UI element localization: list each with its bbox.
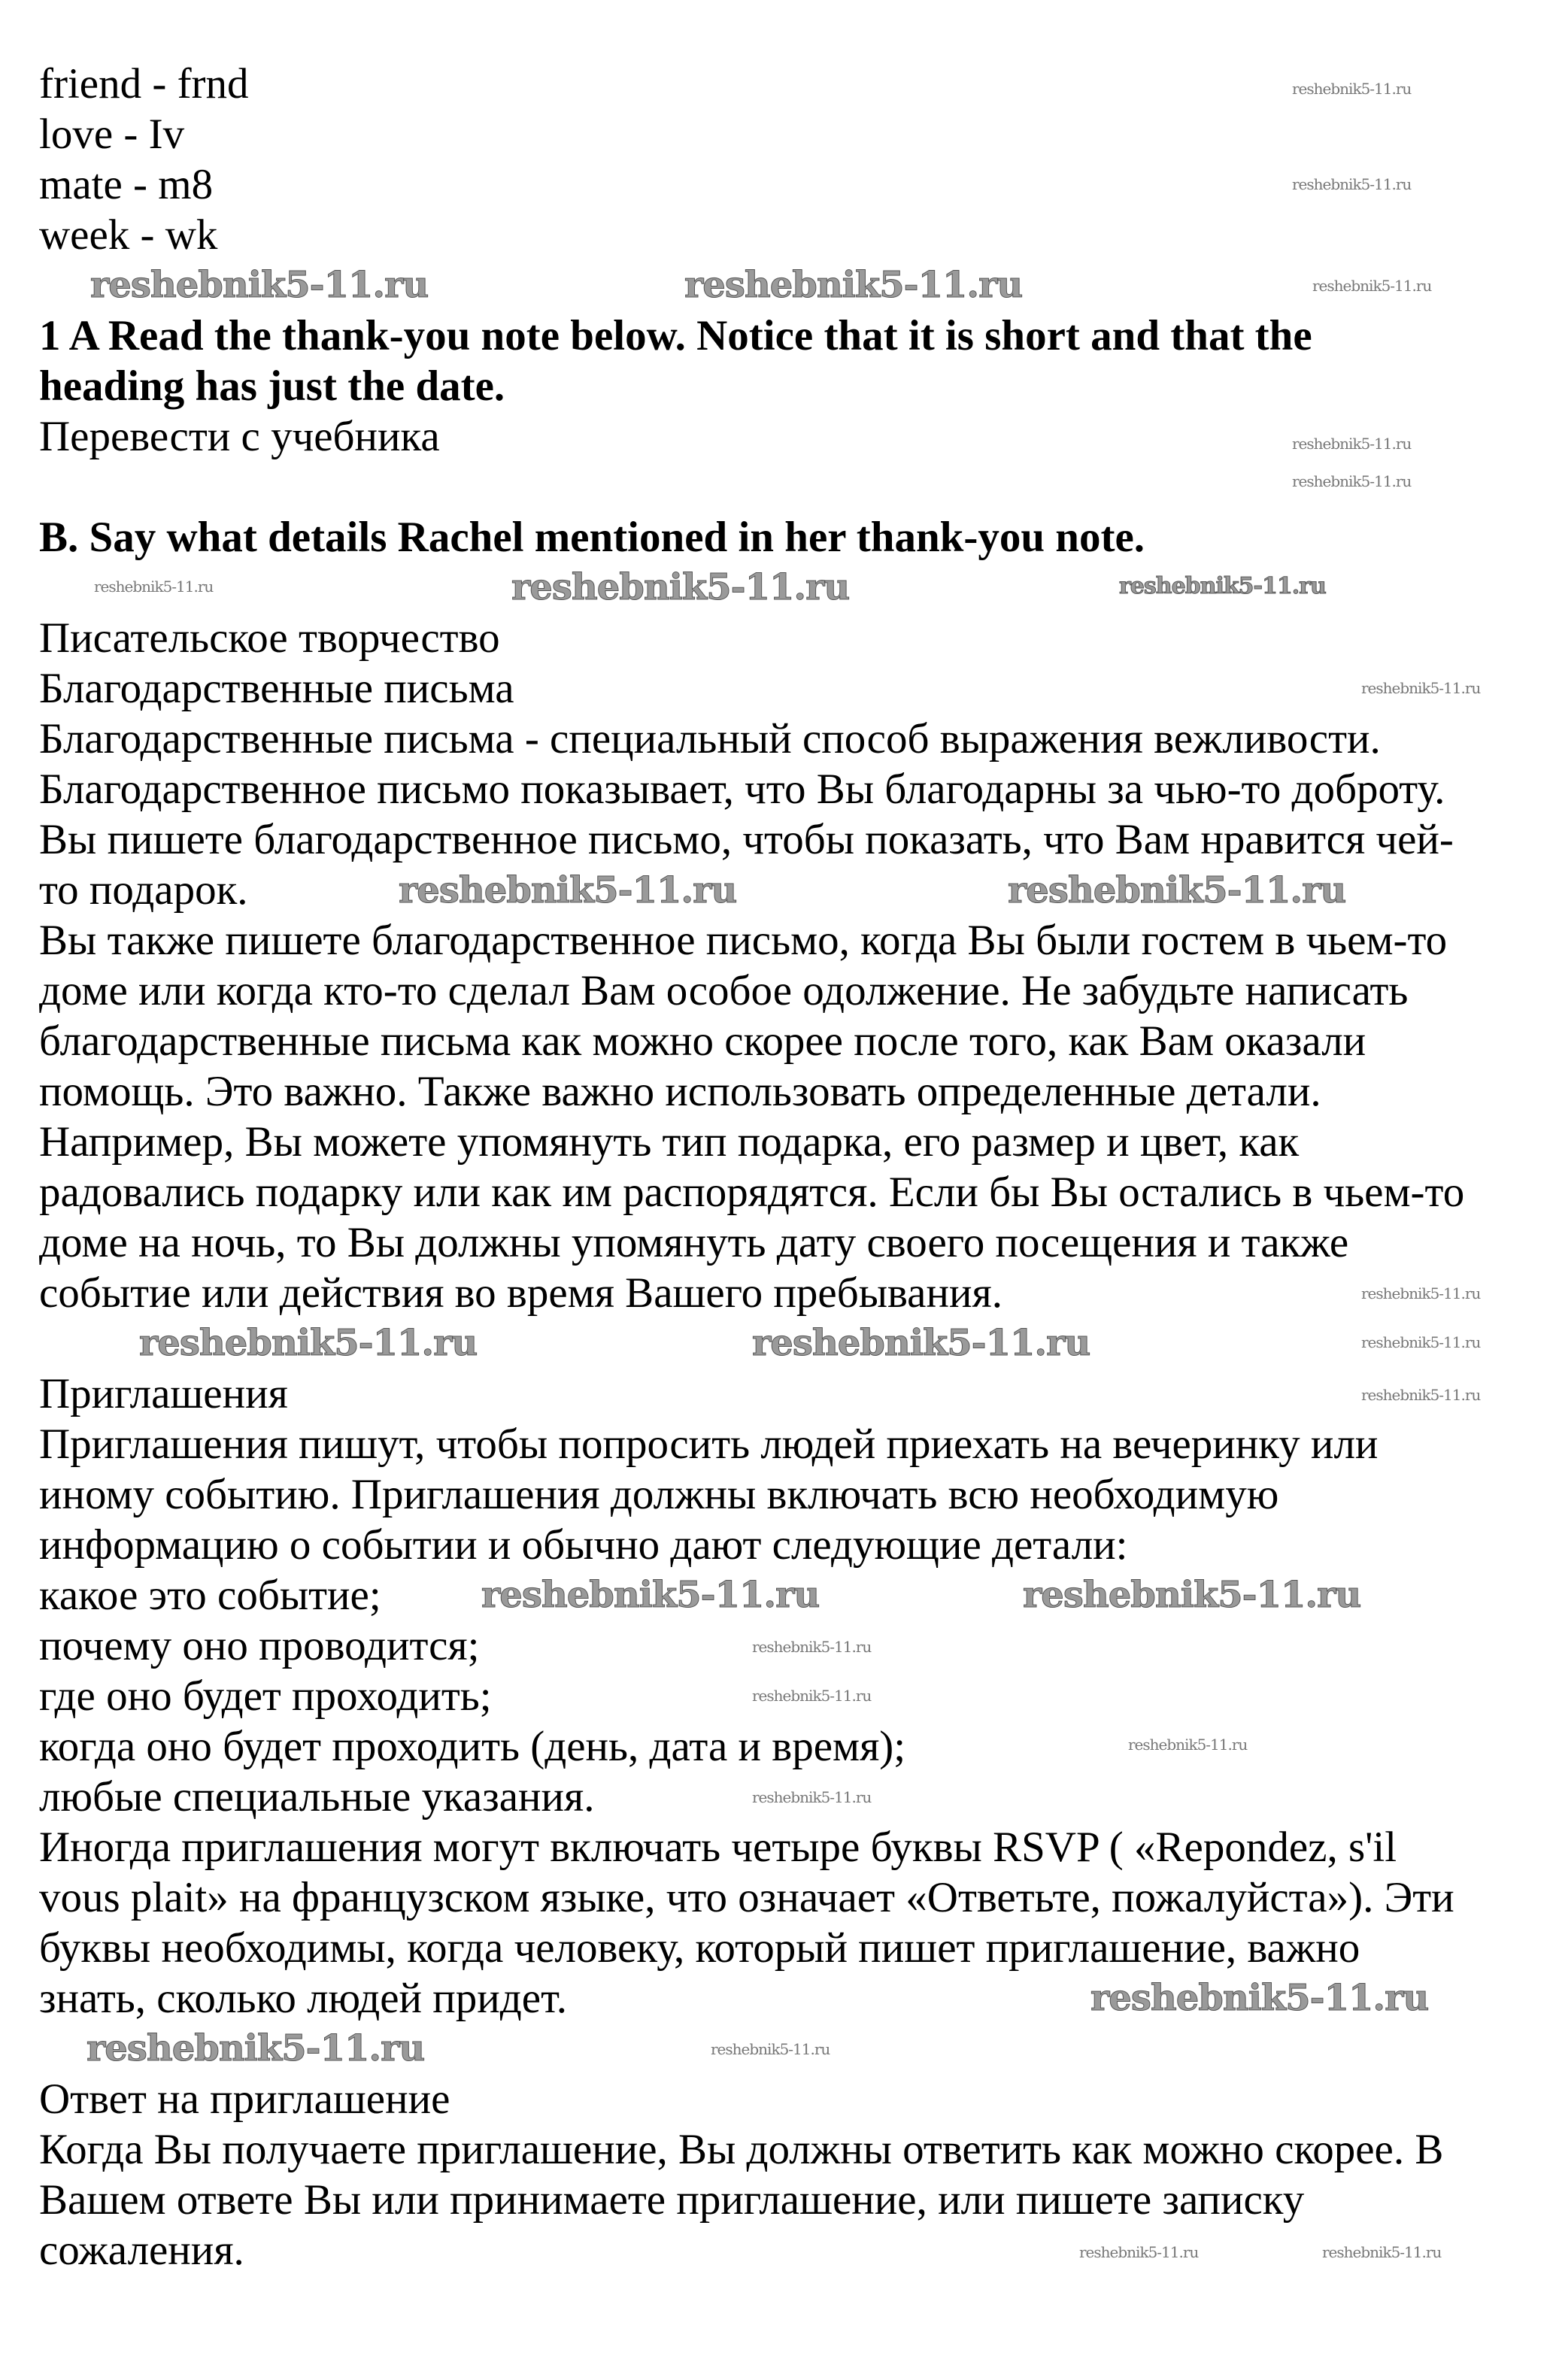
task-a-heading: 1 A Read the thank-you note below. Notice that it is short and that the — [39, 312, 1312, 359]
text-line: Приглашения пишут, чтобы попросить людей приехать на вечеринку или — [39, 1420, 1379, 1468]
text-line: доме или когда кто-то сделал Вам особое одолжение. Не забудьте написать — [39, 967, 1409, 1014]
text-line: то подарок. — [39, 866, 248, 914]
task-a-heading: heading has just the date. — [39, 362, 505, 410]
text-line: сожаления. — [39, 2227, 244, 2274]
text-line: vous plait» на французском языке, что означает «Ответьте, пожалуйста»). Эти — [39, 1874, 1454, 1921]
watermark: reshebnik5-11.ru — [94, 578, 214, 596]
watermark: reshebnik5-11.ru — [1361, 1333, 1481, 1351]
watermark: reshebnik5-11.ru — [1292, 435, 1412, 453]
task-a-answer: Перевести с учебника — [39, 413, 440, 460]
text-line: почему оно проводится; — [39, 1622, 480, 1669]
section-subtitle: Благодарственные письма — [39, 665, 514, 712]
watermark: reshebnik5-11.ru — [1312, 277, 1432, 295]
text-line: когда оно будет проходить (день, дата и время); — [39, 1723, 906, 1770]
abbreviation-line: mate - m8 — [39, 161, 214, 208]
text-line: иному событию. Приглашения должны включать всю необходимую — [39, 1471, 1279, 1518]
text-line: Благодарственные письма - специальный способ выражения вежливости. — [39, 715, 1381, 763]
watermark: reshebnik5-11.ru — [711, 2040, 830, 2058]
watermark: reshebnik5-11.ru — [86, 2027, 425, 2069]
watermark: reshebnik5-11.ru — [1292, 80, 1412, 98]
watermark: reshebnik5-11.ru — [1119, 573, 1326, 599]
text-line: Иногда приглашения могут включать четыре буквы RSVP ( «Repondez, s'il — [39, 1824, 1397, 1871]
watermark: reshebnik5-11.ru — [1079, 2243, 1199, 2261]
section-title: Приглашения — [39, 1370, 288, 1417]
watermark: reshebnik5-11.ru — [1322, 2243, 1442, 2261]
text-line: доме на ночь, то Вы должны упомянуть дату своего посещения и также — [39, 1219, 1349, 1266]
watermark: reshebnik5-11.ru — [752, 1322, 1090, 1364]
section-title: Ответ на приглашение — [39, 2075, 450, 2123]
watermark: reshebnik5-11.ru — [1361, 1386, 1481, 1404]
watermark: reshebnik5-11.ru — [1128, 1736, 1248, 1754]
abbreviation-line: week - wk — [39, 211, 218, 259]
text-line: помощь. Это важно. Также важно использовать определенные детали. — [39, 1068, 1321, 1115]
watermark: reshebnik5-11.ru — [1292, 472, 1412, 490]
watermark: reshebnik5-11.ru — [1292, 175, 1412, 193]
text-line: Вашем ответе Вы или принимаете приглашение, или пишете записку — [39, 2176, 1305, 2224]
text-line: благодарственные письма как можно скорее после того, как Вам оказали — [39, 1017, 1366, 1065]
watermark: reshebnik5-11.ru — [752, 1687, 872, 1705]
text-line: Вы пишете благодарственное письмо, чтобы показать, что Вам нравится чей- — [39, 816, 1454, 863]
text-line: любые специальные указания. — [39, 1773, 595, 1821]
abbreviation-line: friend - frnd — [39, 60, 249, 108]
watermark: reshebnik5-11.ru — [1090, 1977, 1429, 2019]
watermark: reshebnik5-11.ru — [481, 1574, 820, 1616]
watermark: reshebnik5-11.ru — [139, 1322, 478, 1364]
watermark: reshebnik5-11.ru — [399, 869, 737, 911]
text-line: Вы также пишете благодарственное письмо, когда Вы были гостем в чьем-то — [39, 917, 1448, 964]
watermark: reshebnik5-11.ru — [90, 264, 429, 306]
text-line: буквы необходимы, когда человеку, который пишет приглашение, важно — [39, 1924, 1360, 1972]
text-line: информацию о событии и обычно дают следующие детали: — [39, 1521, 1128, 1569]
watermark: reshebnik5-11.ru — [752, 1638, 872, 1656]
watermark: reshebnik5-11.ru — [1361, 1284, 1481, 1302]
text-line: событие или действия во время Вашего пребывания. — [39, 1269, 1002, 1317]
watermark: reshebnik5-11.ru — [1023, 1574, 1361, 1616]
task-b-heading: B. Say what details Rachel mentioned in her thank-you note. — [39, 514, 1145, 561]
text-line: Когда Вы получаете приглашение, Вы должны ответить как можно скорее. В — [39, 2126, 1444, 2173]
text-line: Например, Вы можете упомянуть тип подарка, его размер и цвет, как — [39, 1118, 1300, 1166]
text-line: радовались подарку или как им распорядятся. Если бы Вы остались в чьем-то — [39, 1169, 1465, 1216]
text-line: знать, сколько людей придет. — [39, 1975, 567, 2022]
abbreviation-line: love - Iv — [39, 111, 185, 158]
document-body — [39, 59, 1513, 2275]
text-line: какое это событие; — [39, 1572, 381, 1619]
watermark: reshebnik5-11.ru — [684, 264, 1023, 306]
watermark: reshebnik5-11.ru — [511, 566, 850, 608]
text-line: где оно будет проходить; — [39, 1672, 492, 1720]
text-line: Благодарственное письмо показывает, что Вы благодарны за чью-то доброту. — [39, 766, 1445, 813]
section-title: Писательское творчество — [39, 614, 500, 662]
watermark: reshebnik5-11.ru — [752, 1788, 872, 1806]
watermark: reshebnik5-11.ru — [1008, 869, 1346, 911]
watermark: reshebnik5-11.ru — [1361, 679, 1481, 697]
